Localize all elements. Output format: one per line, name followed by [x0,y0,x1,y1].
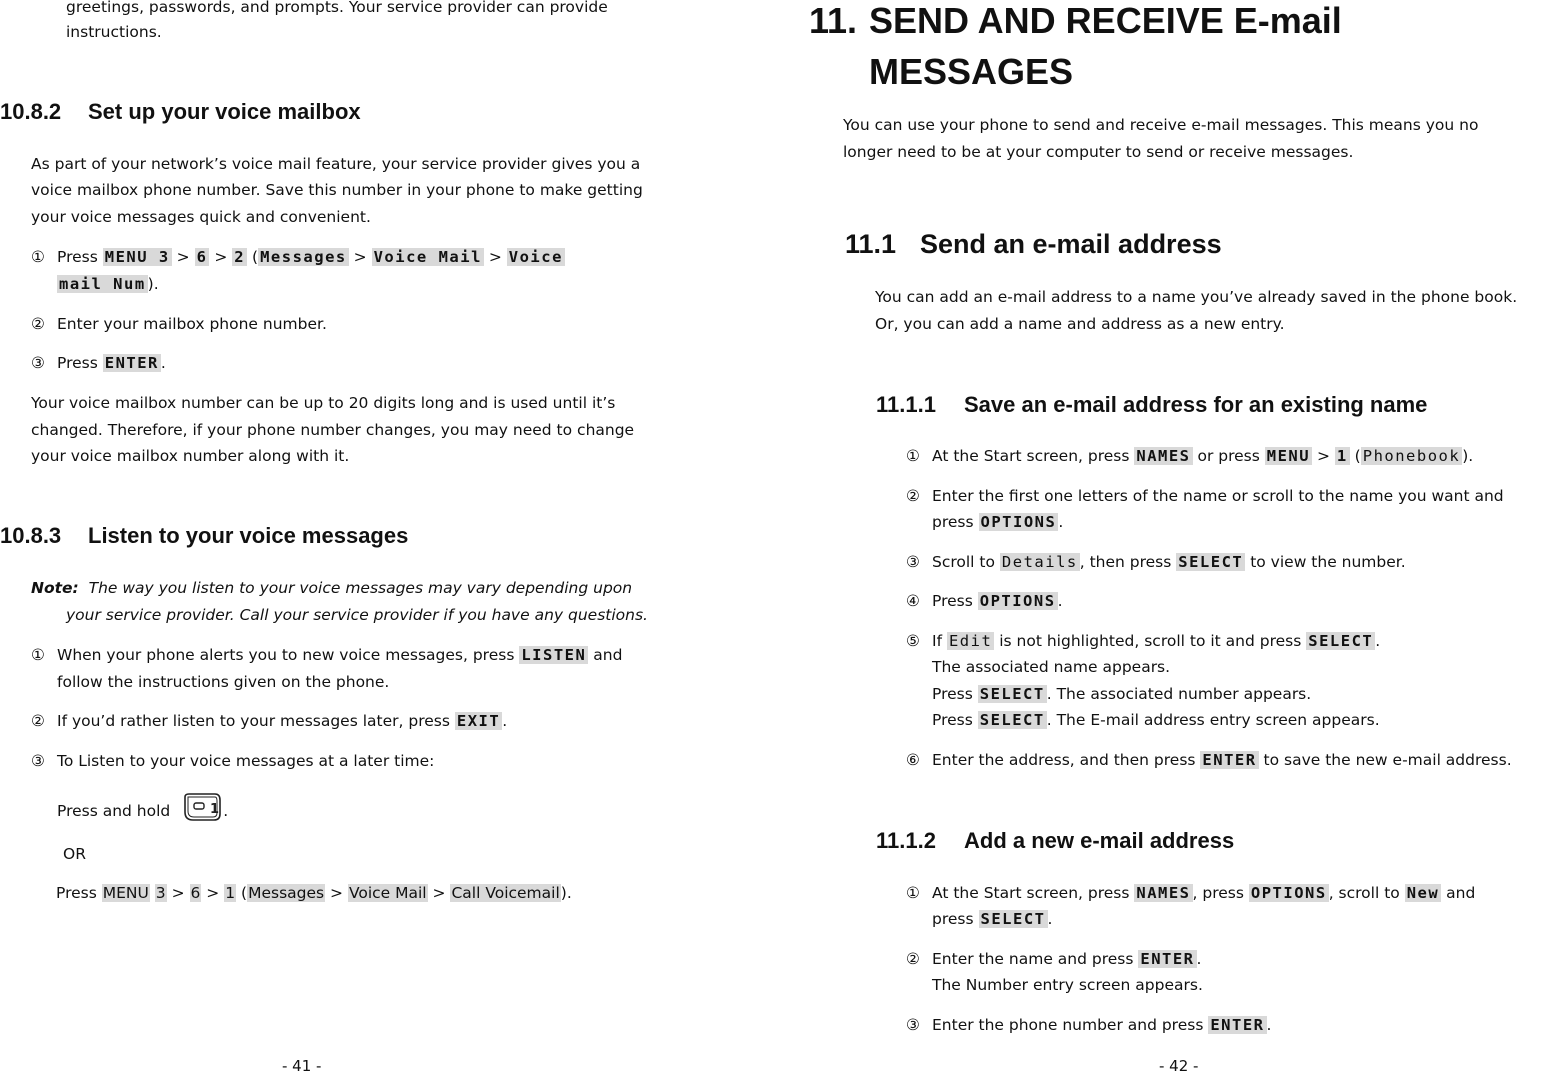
key-6: 6 [190,884,201,902]
step-text: Scroll to [932,553,1000,571]
step-4 [906,588,1063,615]
menu-details: Details [1001,553,1078,571]
alt-path [56,880,572,907]
step-marker: ③ [906,553,920,571]
step-3 [31,350,166,377]
step-text: Press [932,592,978,610]
voicemail-key-icon [179,792,223,822]
step-marker: ① [906,884,920,902]
section-number: 11.1.1 [876,392,936,417]
paren: ( [247,248,259,266]
separator: > [1312,447,1335,465]
intro-line: greetings, passwords, and prompts. Your service provider can provide [66,0,608,16]
paren: ). [147,275,159,293]
step-1 [31,244,565,271]
step-marker: ① [31,646,45,664]
note [31,575,632,602]
key-enter: ENTER [104,354,159,372]
paragraph-line: You can use your phone to send and receive e-mail messages. This means you no [843,116,1479,134]
paragraph-line: your voice mailbox number along with it. [31,447,350,465]
chapter-number: 11. [809,0,858,41]
step-marker: ③ [906,1016,920,1034]
step-text: . [1375,632,1381,650]
menu-voice-mail: Voice Mail [373,248,482,266]
or-label: OR [63,845,86,863]
step-marker: ⑤ [906,632,920,650]
step-marker: ② [906,950,920,968]
step-text: or press [1192,447,1265,465]
step-text: to view the number. [1245,553,1406,571]
page-number: - 41 - [282,1057,322,1075]
section-heading-11-1-1 [876,392,1427,418]
paren: ). [560,884,572,902]
step-5-cont: The associated name appears. [932,658,1171,676]
step-text: and [1441,884,1476,902]
menu-messages: Messages [248,884,325,902]
menu-messages: Messages [260,248,347,266]
step-3 [31,748,434,775]
paragraph-line: longer need to be at your computer to send or receive messages. [843,143,1354,161]
step-2-cont [932,509,1063,536]
section-heading-11-1-2 [876,828,1234,854]
step-1 [906,880,1475,907]
page-number: - 42 - [1159,1057,1199,1075]
step-text: to save the new e-mail address. [1258,751,1512,769]
step-text: . [1266,1016,1272,1034]
step-marker: ② [906,487,920,505]
step-text: Enter the phone number and press [932,1016,1209,1034]
step-marker: ① [31,248,45,266]
paren: ( [236,884,248,902]
separator: > [209,248,233,266]
step-text: and [588,646,623,664]
separator: > [483,248,507,266]
paragraph-line: As part of your network’s voice mail feature, your service provider gives you a [31,155,641,173]
key-2: 2 [234,248,246,266]
key-1: 1 [225,884,236,902]
step-text: Press [932,711,978,729]
step-text: . [1047,910,1053,928]
section-title: Set up your voice mailbox [88,99,361,124]
key-select: SELECT [979,685,1045,703]
key-select: SELECT [979,711,1045,729]
step-marker: ① [906,447,920,465]
step-3 [906,549,1406,576]
step-3 [906,1012,1271,1039]
step-marker: ③ [31,752,45,770]
step-marker: ② [31,712,45,730]
step-text: At the Start screen, press [932,447,1135,465]
step-text: When your phone alerts you to new voice messages, press [57,646,520,664]
section-number: 10.8.2 [0,99,62,124]
section-heading-11-1 [845,229,1222,260]
step-text: . The associated number appears. [1046,685,1312,703]
menu-new: New [1406,884,1440,902]
step-text: Press [57,354,103,372]
step-marker: ⑥ [906,751,920,769]
paragraph-line: Or, you can add a name and address as a new entry. [875,315,1285,333]
key-names: NAMES [1136,884,1191,902]
key-names: NAMES [1136,447,1191,465]
step-text: press [932,910,979,928]
note-text: your service provider. Call your service provider if you have any questions. [66,606,648,624]
chapter-title: MESSAGES [869,51,1074,92]
section-title: Add a new e-mail address [964,828,1235,853]
phone-key-label: 1 [210,802,220,817]
section-number: 11.1.2 [876,828,936,853]
key-select: SELECT [1308,632,1374,650]
step-text: Enter your mailbox phone number. [57,315,327,333]
paragraph-line: voice mailbox phone number. Save this number in your phone to make getting [31,181,643,199]
key-options: OPTIONS [979,592,1056,610]
step-text: . [160,354,166,372]
menu-call-voicemail: Call Voicemail [451,884,560,902]
step-marker: ③ [31,354,45,372]
menu-edit: Edit [948,632,993,650]
paragraph-line: You can add an e-mail address to a name you’ve already saved in the phone book. [875,288,1518,306]
step-text: press [932,513,979,531]
step-5-cont [932,707,1380,734]
step-text: . The E-mail address entry screen appears. [1046,711,1380,729]
paragraph-line: changed. Therefore, if your phone number changes, you may need to change [31,421,635,439]
step-2 [906,946,1201,973]
intro-line: instructions. [66,23,162,41]
step-text: , press [1192,884,1249,902]
step-2-cont: The Number entry screen appears. [932,976,1203,994]
step-marker: ② [31,315,45,333]
section-heading-10-8-2 [0,99,361,125]
press-and-hold-line [57,792,228,825]
step-2 [31,311,327,338]
step-text: . [1196,950,1202,968]
chapter-title: SEND AND RECEIVE E-mail [869,0,1342,41]
menu-voice-mail-num: Voice [508,248,563,266]
separator: > [348,248,372,266]
step-1-cont [57,271,159,298]
section-number: 11.1 [845,229,897,259]
step-5-cont [932,681,1311,708]
step-5 [906,628,1380,655]
key-select: SELECT [980,910,1046,928]
step-text: . [223,802,229,820]
step-2 [906,483,1504,510]
step-text: At the Start screen, press [932,884,1135,902]
menu-voice-mail-num: mail Num [59,275,146,293]
note-text: The way you listen to your voice messages may vary depending upon [88,579,633,597]
section-title: Send an e-mail address [920,229,1222,259]
step-1 [906,443,1473,470]
step-text: If [932,632,947,650]
paragraph-line: your voice messages quick and convenient. [31,208,371,226]
key-options: OPTIONS [980,513,1057,531]
step-text: is not highlighted, scroll to it and press [994,632,1307,650]
step-text: . [1057,592,1063,610]
menu-voice-mail: Voice Mail [348,884,427,902]
key-enter: ENTER [1202,751,1257,769]
separator: > [201,884,225,902]
section-title: Save an e-mail address for an existing name [964,392,1428,417]
key-enter: ENTER [1140,950,1195,968]
key-exit: EXIT [456,712,501,730]
paren: ). [1462,447,1474,465]
separator: > [325,884,348,902]
step-text: , then press [1079,553,1177,571]
separator: > [427,884,451,902]
step-1-cont [932,906,1052,933]
step-text: If you’d rather listen to your messages later, press [57,712,455,730]
section-number: 10.8.3 [0,523,62,548]
step-1-cont: follow the instructions given on the phone. [57,673,390,691]
step-text: Enter the address, and then press [932,751,1201,769]
step-text: Enter the name and press [932,950,1139,968]
page-42 [779,0,1558,1075]
section-title: Listen to your voice messages [88,523,409,548]
step-text: To Listen to your voice messages at a later time: [57,752,435,770]
paren: ( [1349,447,1361,465]
step-text: Press [56,884,102,902]
key-menu-3: MENU 3 [104,248,170,266]
menu-phonebook: Phonebook [1362,447,1461,465]
section-heading-10-8-3 [0,523,408,549]
key-6: 6 [196,248,208,266]
key-select: SELECT [1178,553,1244,571]
key-listen: LISTEN [521,646,587,664]
step-marker: ④ [906,592,920,610]
step-text: , scroll to [1328,884,1405,902]
step-text: Press [932,685,978,703]
page-41 [0,0,720,1075]
key-menu: MENU [1266,447,1311,465]
step-1 [31,642,622,669]
separator: > [166,884,190,902]
key-1: 1 [1336,447,1348,465]
key-menu: MENU [102,884,149,902]
step-text: Press and hold [57,802,171,820]
step-text: Press [57,248,103,266]
note-label: Note: [31,579,79,597]
step-text: . [502,712,508,730]
key-3: 3 [155,884,166,902]
step-2 [31,708,507,735]
key-options: OPTIONS [1250,884,1327,902]
separator: > [171,248,195,266]
step-text: . [1058,513,1064,531]
paragraph-line: Your voice mailbox number can be up to 20 digits long and is used until it’s [31,394,616,412]
step-text: Enter the first one letters of the name or scroll to the name you want and [932,487,1504,505]
key-enter: ENTER [1210,1016,1265,1034]
step-6 [906,747,1512,774]
